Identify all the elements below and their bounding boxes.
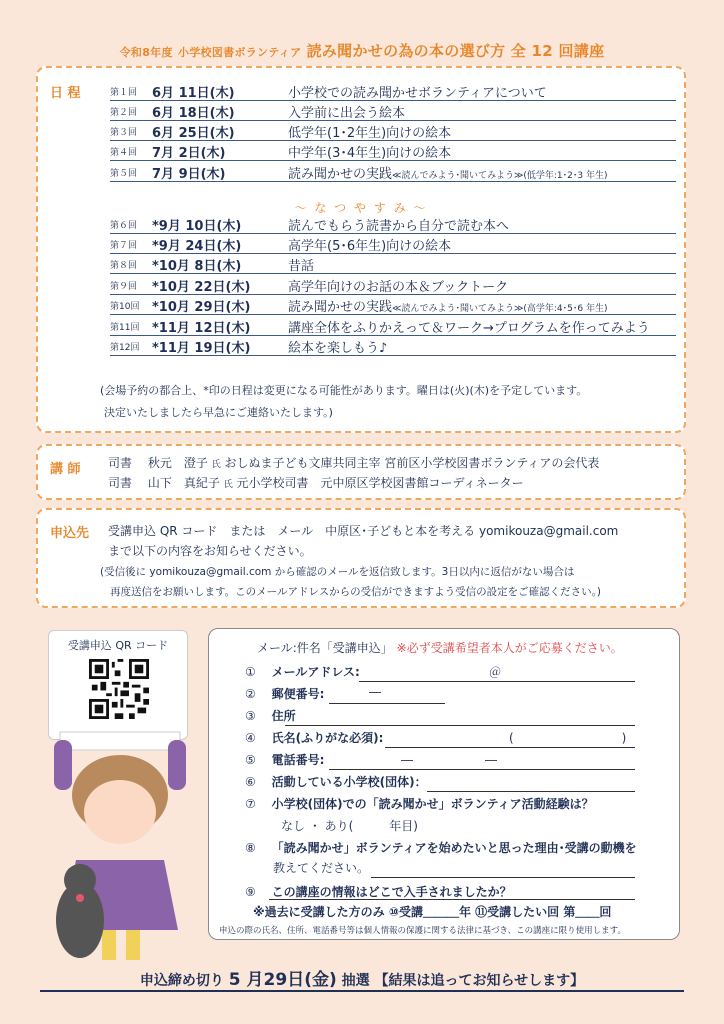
girl-face (84, 780, 156, 844)
field-source[interactable] (245, 883, 512, 900)
session-topic-text: 中学年(3･4年生)向けの絵本 (288, 146, 452, 161)
held-card (60, 732, 180, 750)
lecturer-1 (108, 454, 599, 471)
lecturer-1-hon: 氏 (211, 460, 221, 470)
title-count: 全 12 回講座 (510, 42, 605, 60)
schedule-row (110, 274, 676, 295)
field-experience-num: ⑦ (245, 797, 256, 811)
session-topic (288, 317, 650, 336)
field-motive-line-1[interactable] (371, 877, 635, 878)
session-number: 第５回 (110, 169, 138, 179)
field-email-num: ① (245, 665, 256, 679)
session-topic-text: 講座全体をふりかえって＆ワーク→プログラムを作ってみよう (288, 321, 650, 336)
field-postal-dash: ― (369, 685, 381, 699)
session-topic (288, 163, 607, 182)
field-postal-line[interactable] (329, 703, 445, 704)
schedule-note-2: 決定いたしましたら早急にご連絡いたします。) (104, 406, 333, 419)
apply-box (36, 508, 686, 608)
field-name[interactable] (245, 729, 627, 746)
field-name-num: ④ (245, 731, 256, 745)
field-school-num: ⑥ (245, 775, 256, 789)
session-date: 7月 2日(木) (152, 146, 226, 161)
schedule-row (110, 120, 676, 141)
field-phone-line[interactable] (329, 769, 635, 770)
session-topic-text: 入学前に出会う絵本 (288, 106, 406, 121)
apply-line-2: まで以下の内容をお知らせください。 (108, 544, 312, 558)
session-date: 6月 25日(木) (152, 126, 235, 141)
session-topic-text: 絵本を楽しもう♪ (288, 341, 388, 356)
session-date: *10月 8日(木) (152, 259, 242, 274)
application-form (208, 628, 680, 940)
session-date: *11月 19日(木) (152, 341, 251, 356)
field-email[interactable] (245, 663, 502, 680)
field-experience-options[interactable]: なし ・ あり( 年目) (281, 819, 418, 833)
session-topic (288, 337, 387, 356)
session-topic (288, 122, 451, 141)
session-topic (288, 102, 405, 121)
apply-line-1: 受講申込 QR コード または メール 中原区･子どもと本を考える yomikouza@gmail.com (108, 524, 619, 538)
schedule-row (110, 100, 676, 121)
session-topic (288, 82, 547, 101)
session-topic (288, 215, 509, 234)
field-email-label: メールアドレス: (271, 665, 360, 679)
session-number: 第６回 (110, 221, 138, 231)
title-year: 令和8年度 (119, 46, 173, 59)
session-date: 6月 11日(木) (152, 86, 235, 101)
apply-note-1: (受信後に yomikouza@gmail.com から確認のメールを返信致します。3日以内に返信がない場合は (100, 566, 575, 578)
session-date: *10月 22日(木) (152, 280, 251, 295)
form-header (257, 639, 623, 656)
field-source-label: この講座の情報はどこで入手されましたか？ (271, 885, 512, 899)
schedule-row (110, 80, 676, 101)
field-address-label: 住所 (271, 709, 296, 723)
field-experience-label: 小学校(団体)での「読み聞かせ」ボランティア活動経験は？ (271, 797, 594, 811)
schedule-box (36, 66, 686, 433)
field-phone-dashes: ― ― (401, 753, 498, 767)
session-date: *10月 29日(木) (152, 300, 251, 315)
session-number: 第２回 (110, 108, 138, 118)
field-name-line[interactable] (385, 747, 635, 748)
session-topic-text: 小学校での読み聞かせボランティアについて (288, 86, 547, 101)
lecturer-2-name: 山下 真紀子 (147, 476, 220, 490)
field-address-line[interactable] (285, 725, 635, 726)
deadline-suffix: 抽選 【結果は追ってお知らせします】 (341, 973, 585, 989)
field-motive-label: 「読み聞かせ」ボランティアを始めたいと思った理由･受講の動機を (271, 841, 637, 855)
apply-label: 申込先 (50, 526, 90, 541)
session-topic-text: 読み聞かせの実践 (288, 167, 393, 182)
session-number: 第12回 (110, 343, 140, 353)
field-experience[interactable] (245, 795, 594, 812)
lecturer-2-hon: 氏 (223, 480, 233, 490)
schedule-note-1: (会場予約の都合上、*印の日程は変更になる可能性があります。曜日は(火)(木)を予定しています。 (100, 384, 588, 397)
session-topic (288, 235, 451, 254)
schedule-row (110, 294, 676, 315)
field-motive-sub: 教えてください。 (273, 861, 370, 875)
field-name-furigana: ( ) (509, 731, 627, 745)
privacy-note: 申込の際の氏名、住所、電話番号等は個人情報の保護に関する法律に基づき、この講座に限り使用します。 (219, 926, 626, 936)
lecturer-2 (108, 474, 524, 491)
field-email-at: ＠ (489, 665, 502, 679)
deadline-label: 申込締め切り (139, 973, 224, 989)
field-postal-num: ② (245, 687, 256, 701)
session-topic-text: 高学年(5･6年生)向けの絵本 (288, 239, 452, 254)
right-arm (168, 740, 186, 790)
schedule-row (110, 213, 676, 234)
cat-bow (76, 894, 84, 902)
schedule-row (110, 315, 676, 336)
schedule-row (110, 233, 676, 254)
field-school-label: 活動している小学校(団体)： (271, 775, 427, 789)
lecturer-2-role: 司書 (108, 476, 133, 490)
field-postal-label: 郵便番号: (271, 687, 325, 701)
schedule-row (110, 140, 676, 161)
session-date: 6月 18日(木) (152, 106, 235, 121)
lecturer-1-desc: おしぬま子ども文庫共同主宰 宮前区小学校図書ボランティアの会代表 (224, 456, 600, 470)
session-date: *9月 10日(木) (152, 219, 242, 234)
session-number: 第１回 (110, 88, 138, 98)
lecturer-label: 講 師 (50, 462, 81, 477)
title-org: 小学校図書ボランティア (177, 46, 302, 59)
left-arm (54, 740, 72, 790)
session-topic-text: 高学年向けのお話の本＆ブックトーク (288, 280, 509, 295)
session-topic-text: 昔話 (288, 259, 315, 274)
schedule-row (110, 253, 676, 274)
qr-card (48, 630, 188, 740)
session-number: 第８回 (110, 261, 138, 271)
cat-head (64, 864, 96, 896)
schedule-row (110, 161, 676, 182)
lecturer-2-desc: 元小学校司書 元中原区学校図書館コーディネーター (236, 476, 524, 490)
field-motive[interactable] (245, 839, 637, 856)
session-topic-sub: ≪読んでみよう･聞いてみよう≫(低学年:1･2･3 年生) (392, 171, 608, 181)
session-date: 7月 9日(木) (152, 167, 226, 182)
session-number: 第７回 (110, 241, 138, 251)
apply-note-2: 再度送信をお願いします。このメールアドレスからの受信ができますよう受信の設定をご確認ください。) (110, 586, 601, 598)
qr-label: 受講申込 QR コード (67, 639, 169, 652)
qr-code-icon[interactable] (89, 659, 149, 719)
deadline-underline (40, 990, 684, 992)
field-motive-num: ⑧ (245, 841, 256, 855)
session-number: 第10回 (110, 302, 140, 312)
field-address[interactable] (245, 707, 296, 724)
session-topic-text: 読み聞かせの実践 (288, 300, 393, 315)
session-number: 第９回 (110, 282, 138, 292)
session-topic (288, 255, 314, 274)
field-past-course[interactable]: ※過去に受講した方のみ ⑩受講＿＿＿年 ⑪受講したい回 第＿＿回 (253, 905, 612, 919)
field-name-label: 氏名(ふりがな必須): (271, 731, 384, 745)
lecturer-1-role: 司書 (108, 456, 133, 470)
field-postal[interactable] (245, 685, 381, 702)
deadline-date: 5 月29日(金) (228, 970, 337, 990)
field-source-num: ⑨ (245, 885, 256, 899)
session-topic (288, 276, 508, 295)
session-number: 第４回 (110, 148, 138, 158)
field-phone[interactable] (245, 751, 498, 768)
girl-leg-left (102, 930, 116, 960)
field-school[interactable] (245, 773, 427, 790)
schedule-row (110, 335, 676, 356)
deadline (40, 965, 684, 990)
session-number: 第３回 (110, 128, 138, 138)
form-warning: ※必ず受講希望者本人がご応募ください。 (396, 641, 623, 655)
page-title (0, 40, 724, 61)
schedule-label: 日 程 (50, 86, 81, 101)
session-date: *11月 12日(木) (152, 321, 251, 336)
field-phone-label: 電話番号: (271, 753, 325, 767)
lecturer-1-name: 秋元 澄子 (147, 456, 208, 470)
session-topic (288, 142, 451, 161)
girl-leg-right (126, 930, 140, 960)
session-topic-text: 低学年(1･2年生)向けの絵本 (288, 126, 452, 141)
summer-break: ～ な つ や す み ～ (294, 201, 428, 215)
session-date: *9月 24日(木) (152, 239, 242, 254)
form-subject: メール:件名「受講申込」 (257, 641, 393, 655)
lecturer-box (36, 444, 686, 500)
field-school-line[interactable] (427, 791, 635, 792)
girl-and-cat-illustration (40, 730, 200, 970)
session-topic-sub: ≪読んでみよう･聞いてみよう≫(高学年:4･5･6 年生) (392, 304, 608, 314)
field-phone-num: ⑤ (245, 753, 256, 767)
session-number: 第11回 (110, 323, 140, 333)
field-email-line[interactable] (359, 681, 635, 682)
field-address-num: ③ (245, 709, 256, 723)
session-topic-text: 読んでもらう読書から自分で読む本へ (288, 219, 510, 234)
session-topic (288, 296, 607, 315)
title-course: 読み聞かせの為の本の選び方 (306, 42, 506, 60)
